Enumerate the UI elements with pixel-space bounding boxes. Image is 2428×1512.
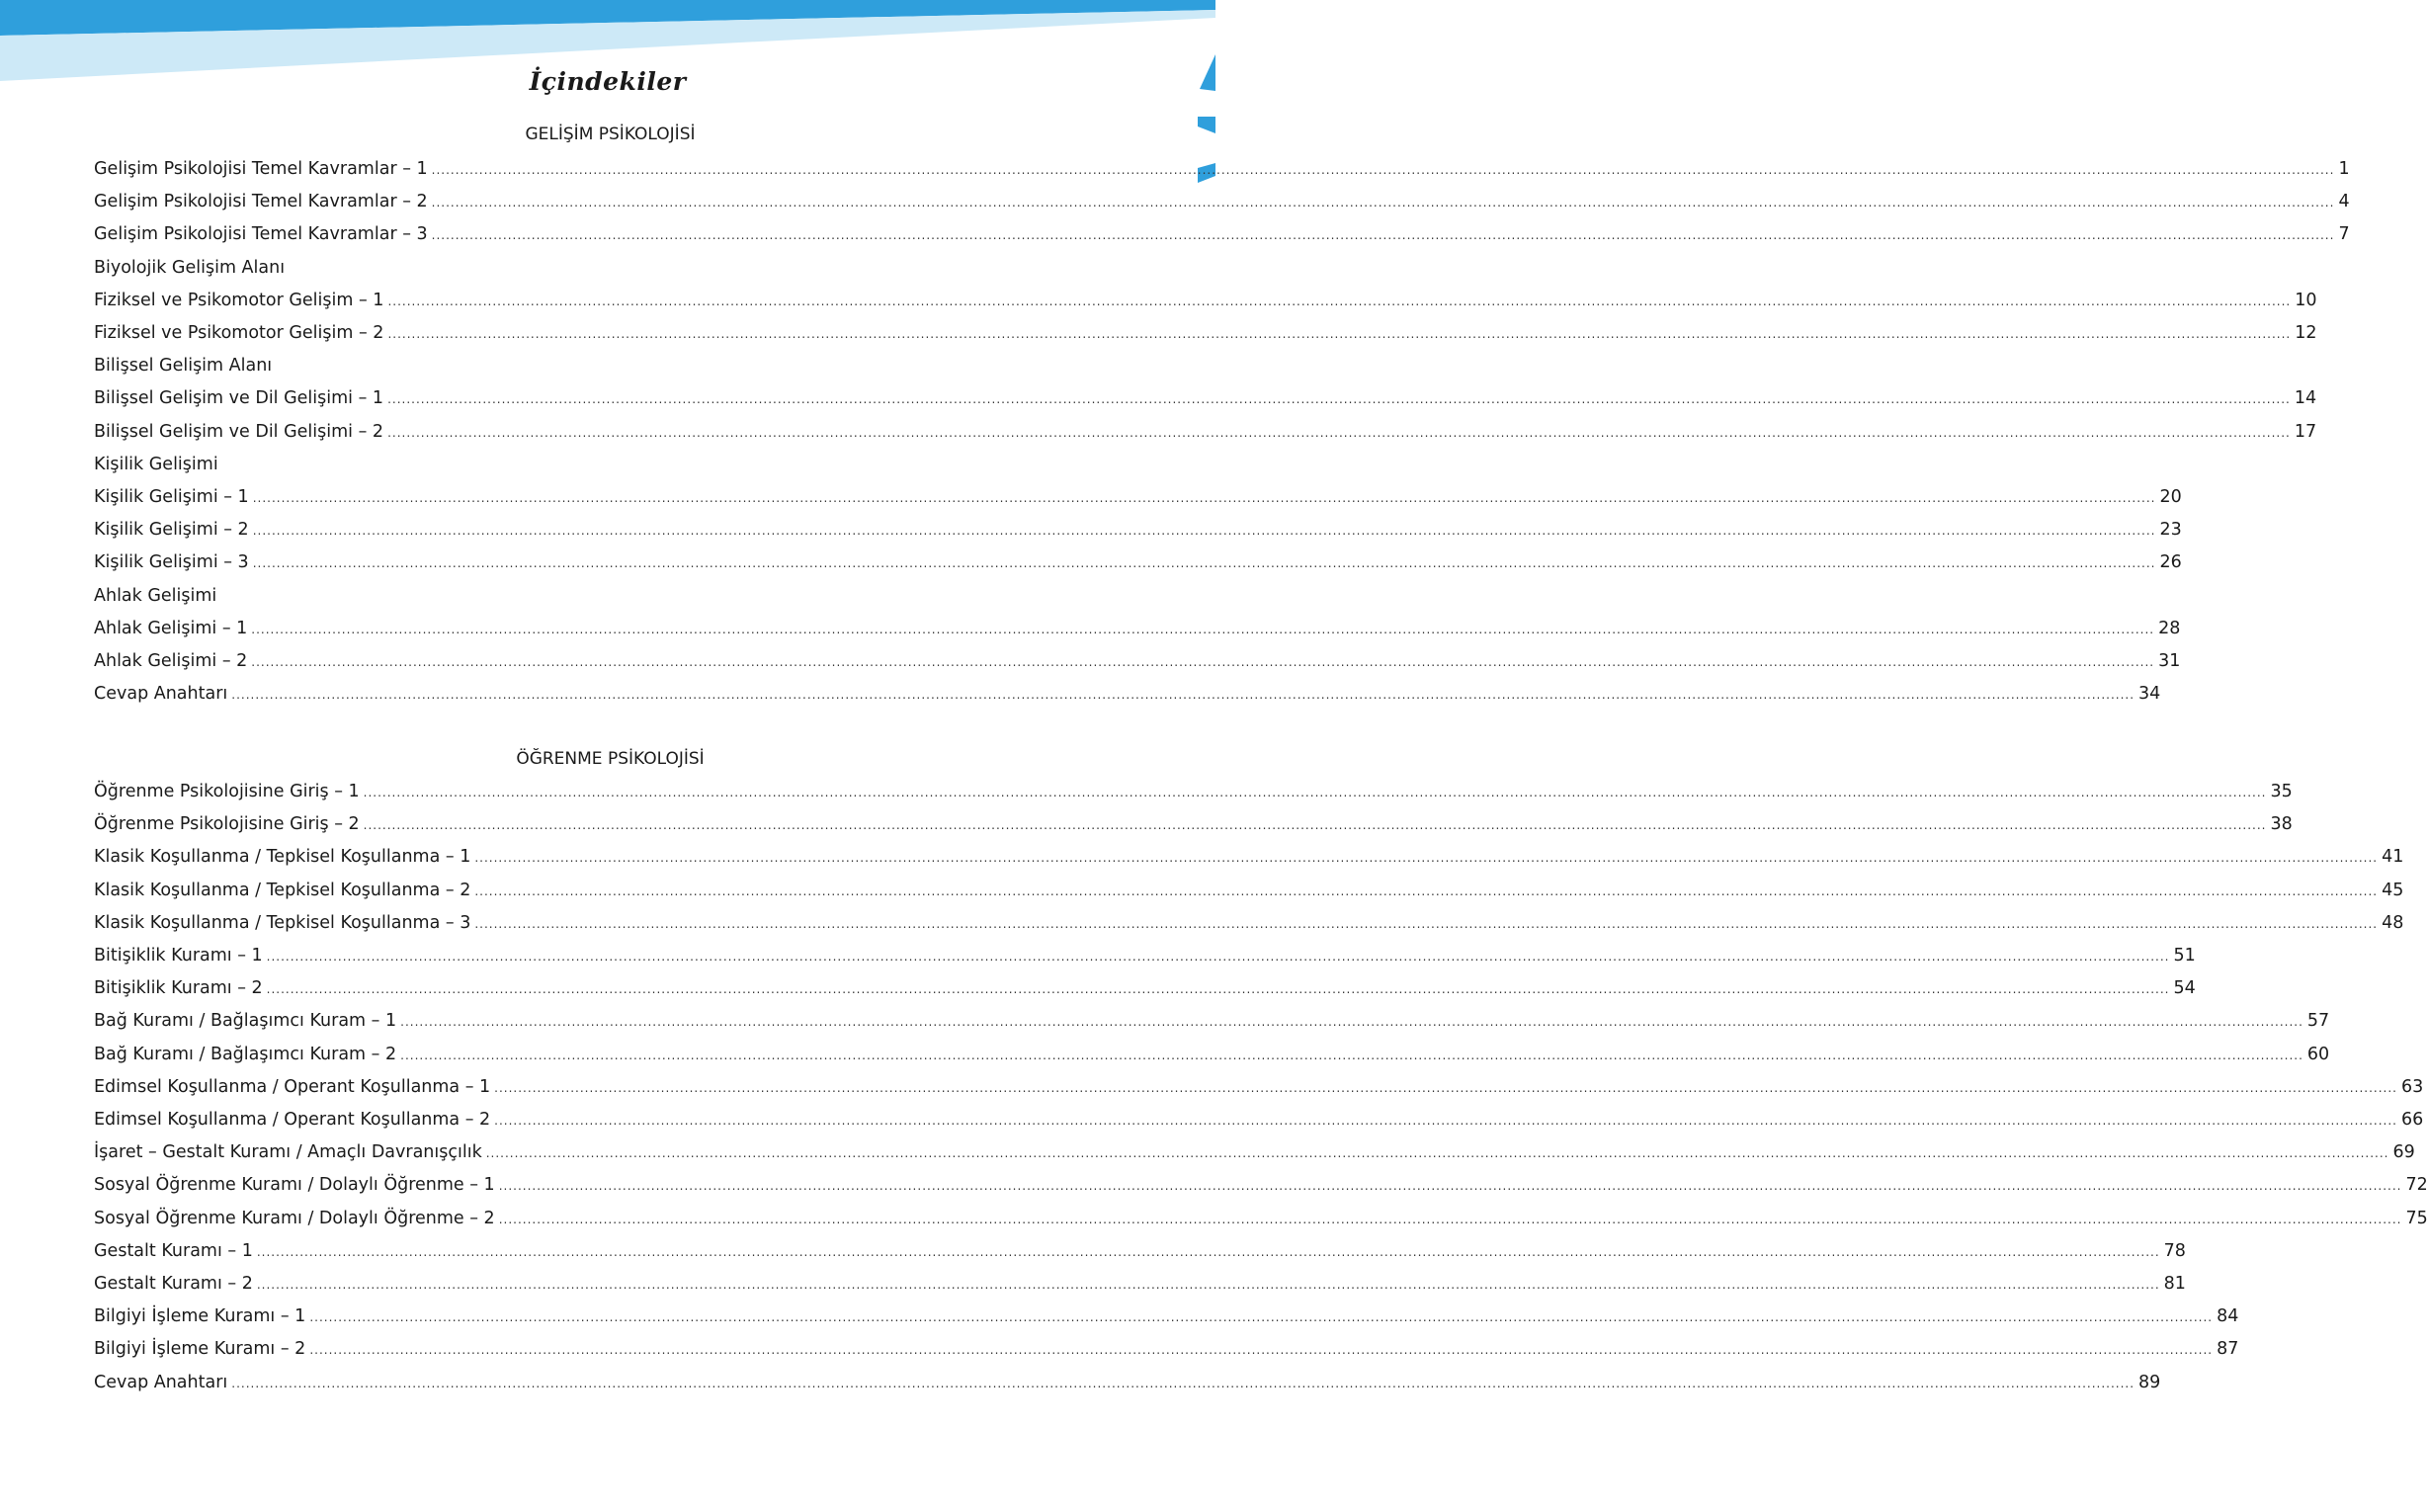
- toc-entry[interactable]: [94, 1302, 2239, 1331]
- toc-leader-dots: ................................................................................................................................................................................................................................................................................................................................................................................................................: [252, 524, 2156, 538]
- toc-entry[interactable]: [94, 383, 2317, 413]
- toc-leader-dots: ................................................................................................................................................................................................................................................................................................................................................................................................................: [431, 163, 2335, 177]
- toc-entry[interactable]: [94, 1170, 2428, 1200]
- toc-entry-label: Bitişiklik Kuramı – 2: [94, 978, 263, 998]
- toc-entry-label: Bilgiyi İşleme Kuramı – 1: [94, 1306, 306, 1326]
- toc-leader-dots: ................................................................................................................................................................................................................................................................................................................................................................................................................: [498, 1179, 2402, 1193]
- toc-leader-dots: ................................................................................................................................................................................................................................................................................................................................................................................................................: [252, 556, 2156, 570]
- toc-page-number: 20: [2159, 487, 2182, 507]
- toc-entry-label: Klasik Koşullanma / Tepkisel Koşullanma – 1: [94, 847, 471, 867]
- toc-entry-label: Klasik Koşullanma / Tepkisel Koşullanma – 3: [94, 913, 471, 933]
- toc-page-number: 84: [2217, 1306, 2239, 1326]
- section-heading: GELİŞİM PSİKOLOJİSİ: [525, 125, 696, 144]
- toc-leader-dots: ................................................................................................................................................................................................................................................................................................................................................................................................................: [309, 1343, 2214, 1357]
- toc-entry[interactable]: [94, 482, 2182, 512]
- toc-leader-dots: ................................................................................................................................................................................................................................................................................................................................................................................................................: [231, 688, 2135, 702]
- toc-entry[interactable]: [94, 1040, 2330, 1069]
- toc-page-number: 1: [2338, 159, 2350, 179]
- toc-entry[interactable]: [94, 941, 2196, 970]
- toc-entry[interactable]: [94, 1006, 2330, 1036]
- toc-entry[interactable]: [94, 809, 2293, 839]
- toc-page-number: 34: [2138, 684, 2161, 704]
- toc-entry-label: Kişilik Gelişimi – 2: [94, 520, 249, 540]
- toc-page-number: 63: [2400, 1077, 2424, 1097]
- toc-entry-label: Bilişsel Gelişim ve Dil Gelişimi – 2: [94, 422, 384, 442]
- toc-entry[interactable]: [94, 842, 2404, 872]
- toc-entry[interactable]: [94, 515, 2182, 545]
- toc-entry-label: Kişilik Gelişimi – 1: [94, 487, 249, 507]
- toc-leader-dots: ................................................................................................................................................................................................................................................................................................................................................................................................................: [474, 851, 2379, 865]
- toc-leader-dots: ................................................................................................................................................................................................................................................................................................................................................................................................................: [266, 982, 2170, 996]
- toc-leader-dots: ................................................................................................................................................................................................................................................................................................................................................................................................................: [431, 196, 2335, 210]
- toc-entry[interactable]: [94, 1105, 2424, 1134]
- toc-entry-label: Fiziksel ve Psikomotor Gelişim – 1: [94, 291, 384, 310]
- toc-entry[interactable]: [94, 417, 2317, 447]
- toc-entry[interactable]: [94, 876, 2404, 905]
- toc-entry-label: Cevap Anahtarı: [94, 1373, 228, 1392]
- toc-page-number: 72: [2405, 1175, 2428, 1195]
- toc-leader-dots: ................................................................................................................................................................................................................................................................................................................................................................................................................: [387, 426, 2291, 440]
- toc-page-number: 75: [2405, 1209, 2428, 1228]
- toc-page-number: 12: [2295, 323, 2317, 343]
- toc-entry[interactable]: [94, 154, 2350, 184]
- toc-entry-label: Gelişim Psikolojisi Temel Kavramlar – 1: [94, 159, 428, 179]
- toc-group-label: Ahlak Gelişimi: [94, 586, 217, 606]
- toc-page-number: 41: [2382, 847, 2404, 867]
- toc-entry-label: Öğrenme Psikolojisine Giriş – 2: [94, 814, 360, 834]
- toc-entry[interactable]: [94, 219, 2350, 249]
- toc-entry-label: Fiziksel ve Psikomotor Gelişim – 2: [94, 323, 384, 343]
- toc-page-number: 60: [2306, 1045, 2330, 1064]
- toc-entry-label: İşaret – Gestalt Kuramı / Amaçlı Davranışçılık: [94, 1142, 482, 1162]
- toc-group-label: Biyolojik Gelişim Alanı: [94, 258, 286, 278]
- side-tab-2: [1198, 117, 1215, 133]
- toc-page-number: 66: [2400, 1110, 2424, 1130]
- toc-entry[interactable]: [94, 547, 2182, 577]
- section-heading: ÖĞRENME PSİKOLOJİSİ: [516, 749, 705, 769]
- toc-page-number: 38: [2270, 814, 2293, 834]
- toc-entry-label: Gelişim Psikolojisi Temel Kavramlar – 2: [94, 192, 428, 211]
- toc-entry[interactable]: [94, 1334, 2239, 1364]
- toc-entry[interactable]: [94, 777, 2293, 806]
- toc-entry[interactable]: [94, 1204, 2428, 1233]
- toc-entry[interactable]: [94, 286, 2317, 315]
- toc-leader-dots: ................................................................................................................................................................................................................................................................................................................................................................................................................: [400, 1049, 2303, 1062]
- toc-page-number: 10: [2295, 291, 2317, 310]
- toc-page-number: 81: [2163, 1274, 2186, 1294]
- toc-entry[interactable]: [94, 679, 2161, 709]
- toc-entry-label: Sosyal Öğrenme Kuramı / Dolaylı Öğrenme – 2: [94, 1209, 495, 1228]
- toc-entry[interactable]: [94, 1368, 2161, 1397]
- toc-leader-dots: ................................................................................................................................................................................................................................................................................................................................................................................................................: [494, 1081, 2397, 1095]
- toc-leader-dots: ................................................................................................................................................................................................................................................................................................................................................................................................................: [431, 228, 2335, 242]
- toc-entry[interactable]: [94, 318, 2317, 348]
- toc-group-label: Bilişsel Gelişim Alanı: [94, 356, 273, 376]
- toc-leader-dots: ................................................................................................................................................................................................................................................................................................................................................................................................................: [387, 294, 2292, 308]
- toc-page-number: 28: [2158, 619, 2181, 638]
- toc-page-number: 87: [2217, 1339, 2239, 1359]
- toc-page-number: 17: [2294, 422, 2317, 442]
- toc-entry[interactable]: [94, 973, 2196, 1003]
- toc-leader-dots: ................................................................................................................................................................................................................................................................................................................................................................................................................: [231, 1377, 2135, 1390]
- toc-page-number: 7: [2338, 224, 2350, 244]
- toc-leader-dots: ................................................................................................................................................................................................................................................................................................................................................................................................................: [251, 655, 2155, 669]
- toc-entry-label: Öğrenme Psikolojisine Giriş – 1: [94, 782, 360, 801]
- toc-entry[interactable]: [94, 908, 2404, 938]
- toc-page-number: 89: [2138, 1373, 2161, 1392]
- toc-leader-dots: ................................................................................................................................................................................................................................................................................................................................................................................................................: [485, 1146, 2389, 1160]
- toc-page-number: 51: [2173, 946, 2196, 966]
- toc-leader-dots: ................................................................................................................................................................................................................................................................................................................................................................................................................: [474, 884, 2379, 898]
- toc-entry-label: Klasik Koşullanma / Tepkisel Koşullanma – 2: [94, 881, 471, 900]
- toc-entry[interactable]: [94, 187, 2350, 216]
- toc-entry[interactable]: [94, 1072, 2424, 1102]
- toc-entry-label: Gestalt Kuramı – 1: [94, 1241, 253, 1261]
- toc-entry-label: Gestalt Kuramı – 2: [94, 1274, 253, 1294]
- toc-leader-dots: ................................................................................................................................................................................................................................................................................................................................................................................................................: [256, 1278, 2160, 1292]
- toc-page-number: 31: [2158, 651, 2181, 671]
- toc-entry-label: Cevap Anahtarı: [94, 684, 228, 704]
- toc-leader-dots: ................................................................................................................................................................................................................................................................................................................................................................................................................: [498, 1213, 2402, 1226]
- toc-entry[interactable]: [94, 614, 2181, 643]
- toc-leader-dots: ................................................................................................................................................................................................................................................................................................................................................................................................................: [266, 950, 2170, 964]
- toc-leader-dots: ................................................................................................................................................................................................................................................................................................................................................................................................................: [363, 818, 2267, 832]
- toc-leader-dots: ................................................................................................................................................................................................................................................................................................................................................................................................................: [251, 623, 2155, 636]
- toc-page-number: 26: [2159, 552, 2182, 572]
- toc-page-number: 57: [2306, 1011, 2330, 1031]
- toc-group-label: Kişilik Gelişimi: [94, 455, 218, 474]
- toc-entry-label: Edimsel Koşullanma / Operant Koşullanma – 2: [94, 1110, 491, 1130]
- toc-leader-dots: ................................................................................................................................................................................................................................................................................................................................................................................................................: [387, 327, 2292, 341]
- toc-leader-dots: ................................................................................................................................................................................................................................................................................................................................................................................................................: [494, 1114, 2397, 1128]
- toc-page-number: 78: [2163, 1241, 2186, 1261]
- toc-entry-label: Edimsel Koşullanma / Operant Koşullanma – 1: [94, 1077, 491, 1097]
- toc-page-number: 45: [2382, 881, 2404, 900]
- toc-entry-label: Ahlak Gelişimi – 1: [94, 619, 248, 638]
- toc-leader-dots: ................................................................................................................................................................................................................................................................................................................................................................................................................: [387, 392, 2291, 406]
- toc-page-number: 23: [2159, 520, 2182, 540]
- toc-entry[interactable]: [94, 1137, 2415, 1167]
- toc-page-number: 69: [2392, 1142, 2415, 1162]
- toc-entry[interactable]: [94, 1269, 2186, 1299]
- toc-entry[interactable]: [94, 1236, 2186, 1266]
- toc-entry-label: Bağ Kuramı / Bağlaşımcı Kuram – 2: [94, 1045, 397, 1064]
- page-title: İçindekiler: [529, 67, 687, 96]
- toc-leader-dots: ................................................................................................................................................................................................................................................................................................................................................................................................................: [400, 1015, 2303, 1029]
- toc-leader-dots: ................................................................................................................................................................................................................................................................................................................................................................................................................: [474, 917, 2379, 931]
- toc-entry-label: Bilgiyi İşleme Kuramı – 2: [94, 1339, 306, 1359]
- toc-page-number: 35: [2270, 782, 2293, 801]
- toc-page-number: 54: [2173, 978, 2196, 998]
- toc-page-number: 4: [2338, 192, 2350, 211]
- toc-leader-dots: ................................................................................................................................................................................................................................................................................................................................................................................................................: [252, 491, 2156, 505]
- toc-entry-label: Bağ Kuramı / Bağlaşımcı Kuram – 1: [94, 1011, 397, 1031]
- toc-leader-dots: ................................................................................................................................................................................................................................................................................................................................................................................................................: [309, 1310, 2214, 1324]
- toc-entry-label: Gelişim Psikolojisi Temel Kavramlar – 3: [94, 224, 428, 244]
- toc-entry-label: Bitişiklik Kuramı – 1: [94, 946, 263, 966]
- toc-leader-dots: ................................................................................................................................................................................................................................................................................................................................................................................................................: [256, 1245, 2160, 1259]
- toc-entry[interactable]: [94, 646, 2181, 676]
- toc-page-number: 48: [2382, 913, 2404, 933]
- toc-entry-label: Sosyal Öğrenme Kuramı / Dolaylı Öğrenme – 1: [94, 1175, 495, 1195]
- toc-page-number: 14: [2294, 388, 2317, 408]
- toc-entry-label: Kişilik Gelişimi – 3: [94, 552, 249, 572]
- toc-leader-dots: ................................................................................................................................................................................................................................................................................................................................................................................................................: [363, 786, 2267, 799]
- toc-entry-label: Ahlak Gelişimi – 2: [94, 651, 248, 671]
- toc-entry-label: Bilişsel Gelişim ve Dil Gelişimi – 1: [94, 388, 384, 408]
